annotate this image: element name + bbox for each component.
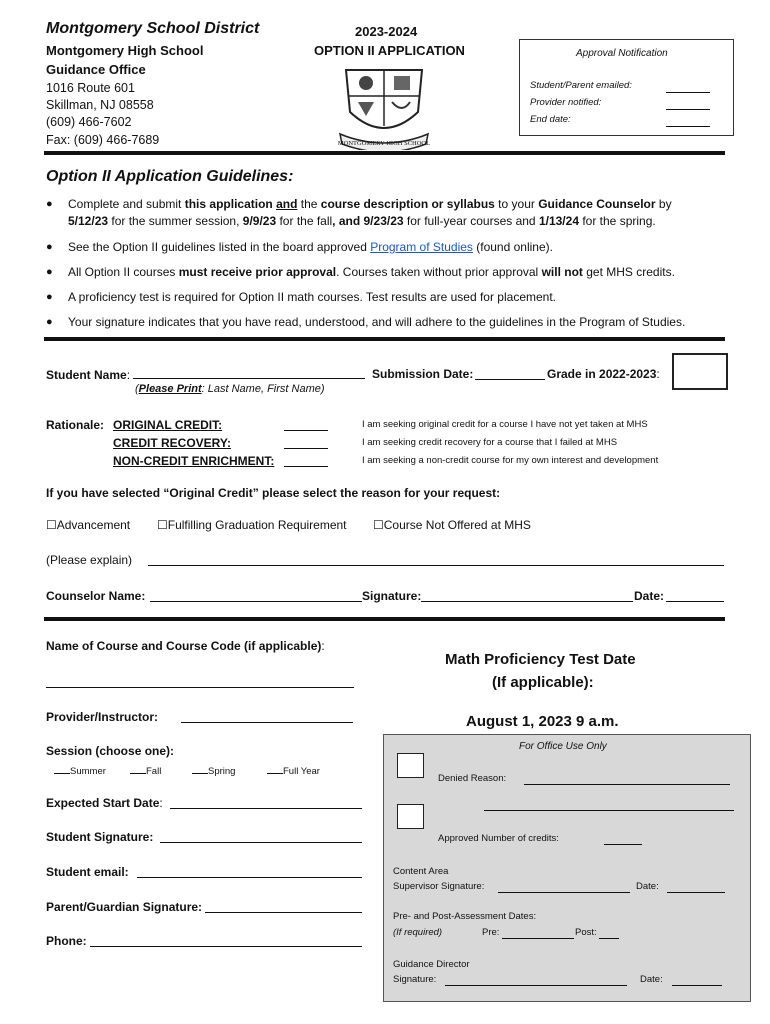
reason-option-not-offered[interactable]: ☐Course Not Offered at MHS xyxy=(373,518,531,532)
address-line-1: 1016 Route 601 xyxy=(46,81,135,95)
post-label: Post: xyxy=(575,927,597,938)
supervisor-date-field[interactable] xyxy=(667,883,725,893)
guidance-director-label: Guidance Director xyxy=(393,959,470,970)
supervisor-date-label: Date: xyxy=(636,881,659,892)
office-use-panel xyxy=(383,734,751,1002)
director-signature-label: Signature: xyxy=(393,974,437,985)
session-option-summer[interactable]: Summer xyxy=(54,765,106,777)
start-date-field[interactable] xyxy=(170,796,362,809)
session-option-full-year[interactable]: Full Year xyxy=(267,765,320,777)
student-name-row: Student Name: xyxy=(46,367,365,382)
counselor-date-label: Date: xyxy=(634,589,665,603)
phone-number: (609) 466-7602 xyxy=(46,115,132,129)
pre-date-field[interactable] xyxy=(502,929,574,939)
approval-title: Approval Notification xyxy=(576,48,668,59)
address-line-2: Skillman, NJ 08558 xyxy=(46,98,154,112)
phone-label: Phone: xyxy=(46,934,87,948)
rationale-label: Rationale: xyxy=(46,418,105,432)
math-test-date: August 1, 2023 9 a.m. xyxy=(466,713,619,730)
provider-field[interactable] xyxy=(181,710,353,723)
emailed-blank[interactable] xyxy=(666,82,710,93)
guideline-1-line-2: 5/12/23 for the summer session, 9/9/23 for the fall, and 9/23/23 for full-year courses and 1/13/24 for the spring. xyxy=(68,214,656,228)
please-explain-field[interactable] xyxy=(148,553,724,566)
district-name: Montgomery School District xyxy=(46,20,260,37)
grade-label-row: Grade in 2022-2023: xyxy=(547,367,660,381)
supervisor-signature-label: Supervisor Signature: xyxy=(393,881,485,892)
program-of-studies-link[interactable]: Program of Studies xyxy=(370,240,473,254)
director-date-label: Date: xyxy=(640,974,663,985)
guidelines-divider xyxy=(44,337,725,341)
denied-checkbox[interactable] xyxy=(397,753,424,778)
approval-line-provider: Provider notified: xyxy=(530,97,602,108)
provider-label: Provider/Instructor: xyxy=(46,710,159,724)
student-name-field[interactable] xyxy=(133,367,365,379)
school-crest-logo xyxy=(338,64,430,150)
enrichment-desc: I am seeking a non-credit course for my own interest and development xyxy=(362,455,659,466)
provider-blank[interactable] xyxy=(666,99,710,110)
director-date-field[interactable] xyxy=(672,976,722,986)
credits-field[interactable] xyxy=(604,835,642,845)
denied-reason-field[interactable] xyxy=(524,775,730,785)
assessment-dates-label: Pre- and Post-Assessment Dates: xyxy=(393,911,537,922)
reason-option-advancement[interactable]: ☐Advancement xyxy=(46,518,131,532)
counselor-name-field[interactable] xyxy=(150,589,362,602)
bullet-icon: ● xyxy=(46,316,53,328)
math-test-subtitle: (If applicable): xyxy=(492,674,594,691)
math-test-title: Math Proficiency Test Date xyxy=(445,651,636,668)
approved-checkbox[interactable] xyxy=(397,804,424,829)
school-name: Montgomery High School xyxy=(46,43,204,58)
counselor-name-label: Counselor Name: xyxy=(46,589,146,603)
original-credit-label: ORIGINAL CREDIT: xyxy=(113,418,223,432)
denied-label: Denied Reason: xyxy=(438,773,507,784)
counselor-signature-label: Signature: xyxy=(362,589,422,603)
course-name-row: Name of Course and Course Code (if applicable): xyxy=(46,639,325,653)
guideline-2: See the Option II guidelines listed in the board approved Program of Studies (found online). xyxy=(68,240,553,254)
original-credit-blank[interactable] xyxy=(284,418,328,431)
content-area-label: Content Area xyxy=(393,866,449,877)
guideline-3: All Option II courses must receive prior approval. Courses taken without prior approval will not get MHS credits. xyxy=(68,265,675,279)
guideline-1-line-1: Complete and submit this application and the course description or syllabus to your Guidance Counselor by xyxy=(68,197,672,211)
approval-line-emailed: Student/Parent emailed: xyxy=(530,80,632,91)
grade-box[interactable] xyxy=(672,353,728,390)
print-note: (Please Print: Last Name, First Name) xyxy=(135,383,325,395)
office-name: Guidance Office xyxy=(46,62,146,77)
bullet-icon: ● xyxy=(46,266,53,278)
counselor-date-field[interactable] xyxy=(666,589,724,602)
reason-option-graduation[interactable]: ☐Fulfilling Graduation Requirement xyxy=(157,518,347,532)
phone-field[interactable] xyxy=(90,934,362,947)
credit-recovery-desc: I am seeking credit recovery for a course that I failed at MHS xyxy=(362,437,618,448)
counselor-divider xyxy=(44,617,725,621)
parent-signature-label: Parent/Guardian Signature: xyxy=(46,900,203,914)
approval-line-end-date: End date: xyxy=(530,114,571,125)
credit-recovery-label: CREDIT RECOVERY: xyxy=(113,436,232,450)
session-option-spring[interactable]: Spring xyxy=(192,765,235,777)
header-divider xyxy=(44,151,725,155)
approval-notification-box xyxy=(519,39,734,136)
pre-label: Pre: xyxy=(482,927,500,938)
student-signature-label: Student Signature: xyxy=(46,830,154,844)
office-use-title: For Office Use Only xyxy=(519,741,607,752)
bullet-icon: ● xyxy=(46,241,53,253)
school-year: 2023-2024 xyxy=(355,24,418,39)
student-signature-field[interactable] xyxy=(160,830,362,843)
submission-date-field[interactable] xyxy=(475,367,545,380)
form-title: OPTION II APPLICATION xyxy=(314,43,465,58)
start-date-row: Expected Start Date: xyxy=(46,796,163,810)
original-credit-desc: I am seeking original credit for a course I have not yet taken at MHS xyxy=(362,419,648,430)
session-label: Session (choose one): xyxy=(46,744,175,758)
end-date-blank[interactable] xyxy=(666,116,710,127)
post-date-field[interactable] xyxy=(599,929,619,939)
bullet-icon: ● xyxy=(46,198,53,210)
submission-date-label: Submission Date: xyxy=(372,367,474,381)
reason-question: If you have selected “Original Credit” please select the reason for your request: xyxy=(46,486,501,500)
please-explain-label: (Please explain) xyxy=(46,553,133,567)
crest-caption: MONTGOMERY HIGH SCHOOL xyxy=(338,140,430,147)
guideline-4: A proficiency test is required for Option II math courses. Test results are used for placement. xyxy=(68,290,557,304)
enrichment-blank[interactable] xyxy=(284,454,328,467)
director-signature-field[interactable] xyxy=(445,976,627,986)
if-required-label: (If required) xyxy=(393,927,443,938)
guidelines-title: Option II Application Guidelines: xyxy=(46,168,294,185)
fax-number: Fax: (609) 466-7689 xyxy=(46,133,160,147)
guideline-5: Your signature indicates that you have read, understood, and will adhere to the guidelines in the Program of Studies. xyxy=(68,315,686,329)
denied-reason-field-2[interactable] xyxy=(484,801,734,811)
credit-recovery-blank[interactable] xyxy=(284,436,328,449)
bullet-icon: ● xyxy=(46,291,53,303)
counselor-signature-field[interactable] xyxy=(421,589,633,602)
session-option-fall[interactable]: Fall xyxy=(130,765,161,777)
non-credit-enrichment-label: NON-CREDIT ENRICHMENT: xyxy=(113,454,275,468)
parent-signature-field[interactable] xyxy=(205,900,362,913)
supervisor-signature-field[interactable] xyxy=(498,883,630,893)
course-name-field[interactable] xyxy=(46,675,354,688)
approved-label: Approved Number of credits: xyxy=(438,833,559,844)
student-email-field[interactable] xyxy=(137,865,362,878)
student-email-label: Student email: xyxy=(46,865,129,879)
